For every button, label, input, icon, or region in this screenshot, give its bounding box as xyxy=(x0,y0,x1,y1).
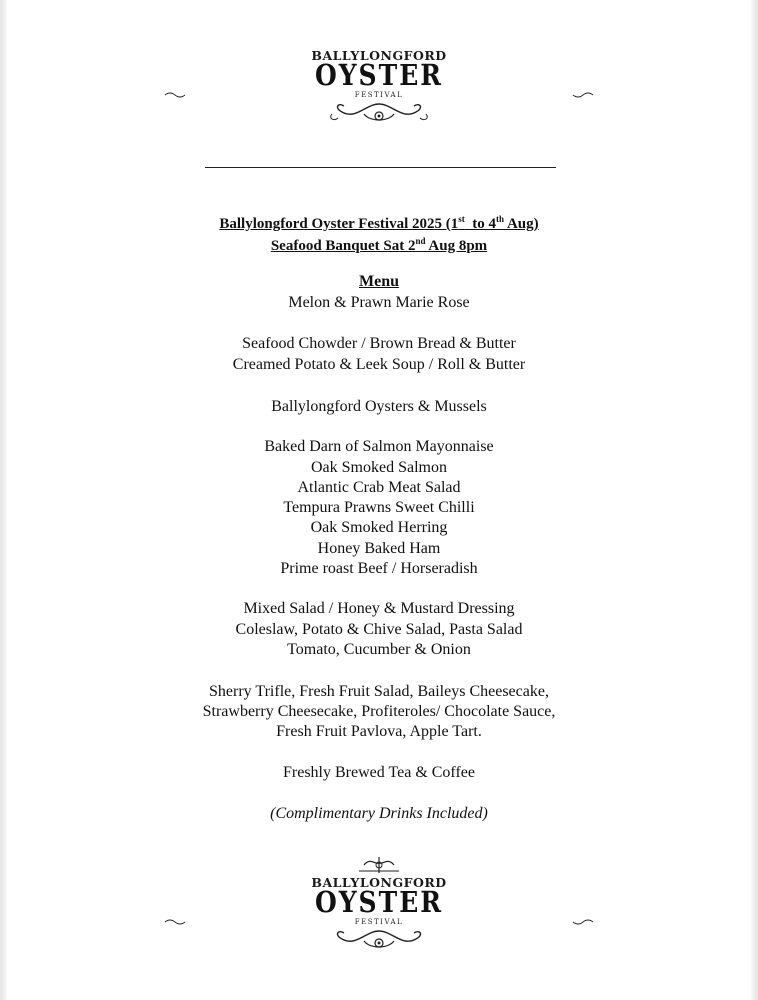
menu-item: Tomato, Cucumber & Onion xyxy=(287,641,471,658)
menu-item: Oak Smoked Salmon xyxy=(311,459,447,476)
festival-logo-top xyxy=(0,48,758,124)
drinks-note: (Complimentary Drinks Included) xyxy=(270,805,488,822)
menu-item: Melon & Prawn Marie Rose xyxy=(288,294,470,311)
menu-item: Coleslaw, Potato & Chive Salad, Pasta Salad xyxy=(235,621,523,638)
flourish-right-icon xyxy=(572,91,594,99)
menu-item: Sherry Trifle, Fresh Fruit Salad, Baileys Cheesecake, xyxy=(209,683,549,700)
flourish-left-icon xyxy=(164,91,186,99)
flourish-right-icon xyxy=(572,918,594,926)
menu-item: Baked Darn of Salmon Mayonnaise xyxy=(264,438,494,455)
scroll-ornament-icon xyxy=(324,927,434,951)
menu-item: Seafood Chowder / Brown Bread & Butter xyxy=(242,335,516,352)
festival-logo-bottom xyxy=(0,855,758,951)
menu-item: Prime roast Beef / Horseradish xyxy=(280,560,478,577)
menu-item: Creamed Potato & Leek Soup / Roll & Butter xyxy=(232,356,526,373)
scroll-ornament-icon xyxy=(324,100,434,124)
menu-item: Mixed Salad / Honey & Mustard Dressing xyxy=(243,600,515,617)
menu-item: Fresh Fruit Pavlova, Apple Tart. xyxy=(276,723,482,740)
menu-item: Oak Smoked Herring xyxy=(310,519,448,536)
event-title: Ballylongford Oyster Festival 2025 (1st to 4th Aug) xyxy=(219,214,539,232)
menu-item: Tempura Prawns Sweet Chilli xyxy=(283,499,475,516)
flourish-left-icon xyxy=(164,918,186,926)
menu-title: Menu xyxy=(359,273,399,290)
divider-rule xyxy=(205,167,556,168)
event-subtitle: Seafood Banquet Sat 2nd Aug 8pm xyxy=(270,236,488,254)
logo-oyster-text: OYSTER xyxy=(314,885,444,920)
menu-item: Ballylongford Oysters & Mussels xyxy=(271,398,487,415)
logo-oyster-text: OYSTER xyxy=(314,58,444,93)
logo-ballylongford-text: BALLYLONGFORD xyxy=(311,875,447,890)
logo-festival-text: FESTIVAL xyxy=(354,918,404,926)
menu-item: Freshly Brewed Tea & Coffee xyxy=(282,764,475,781)
menu-item: Atlantic Crab Meat Salad xyxy=(297,479,461,496)
menu-item: Strawberry Cheesecake, Profiteroles/ Chocolate Sauce, xyxy=(202,703,556,720)
menu-item: Honey Baked Ham xyxy=(317,540,441,557)
logo-festival-text: FESTIVAL xyxy=(354,91,404,99)
logo-ballylongford-text: BALLYLONGFORD xyxy=(311,48,447,63)
crest-ornament-icon xyxy=(354,855,404,875)
